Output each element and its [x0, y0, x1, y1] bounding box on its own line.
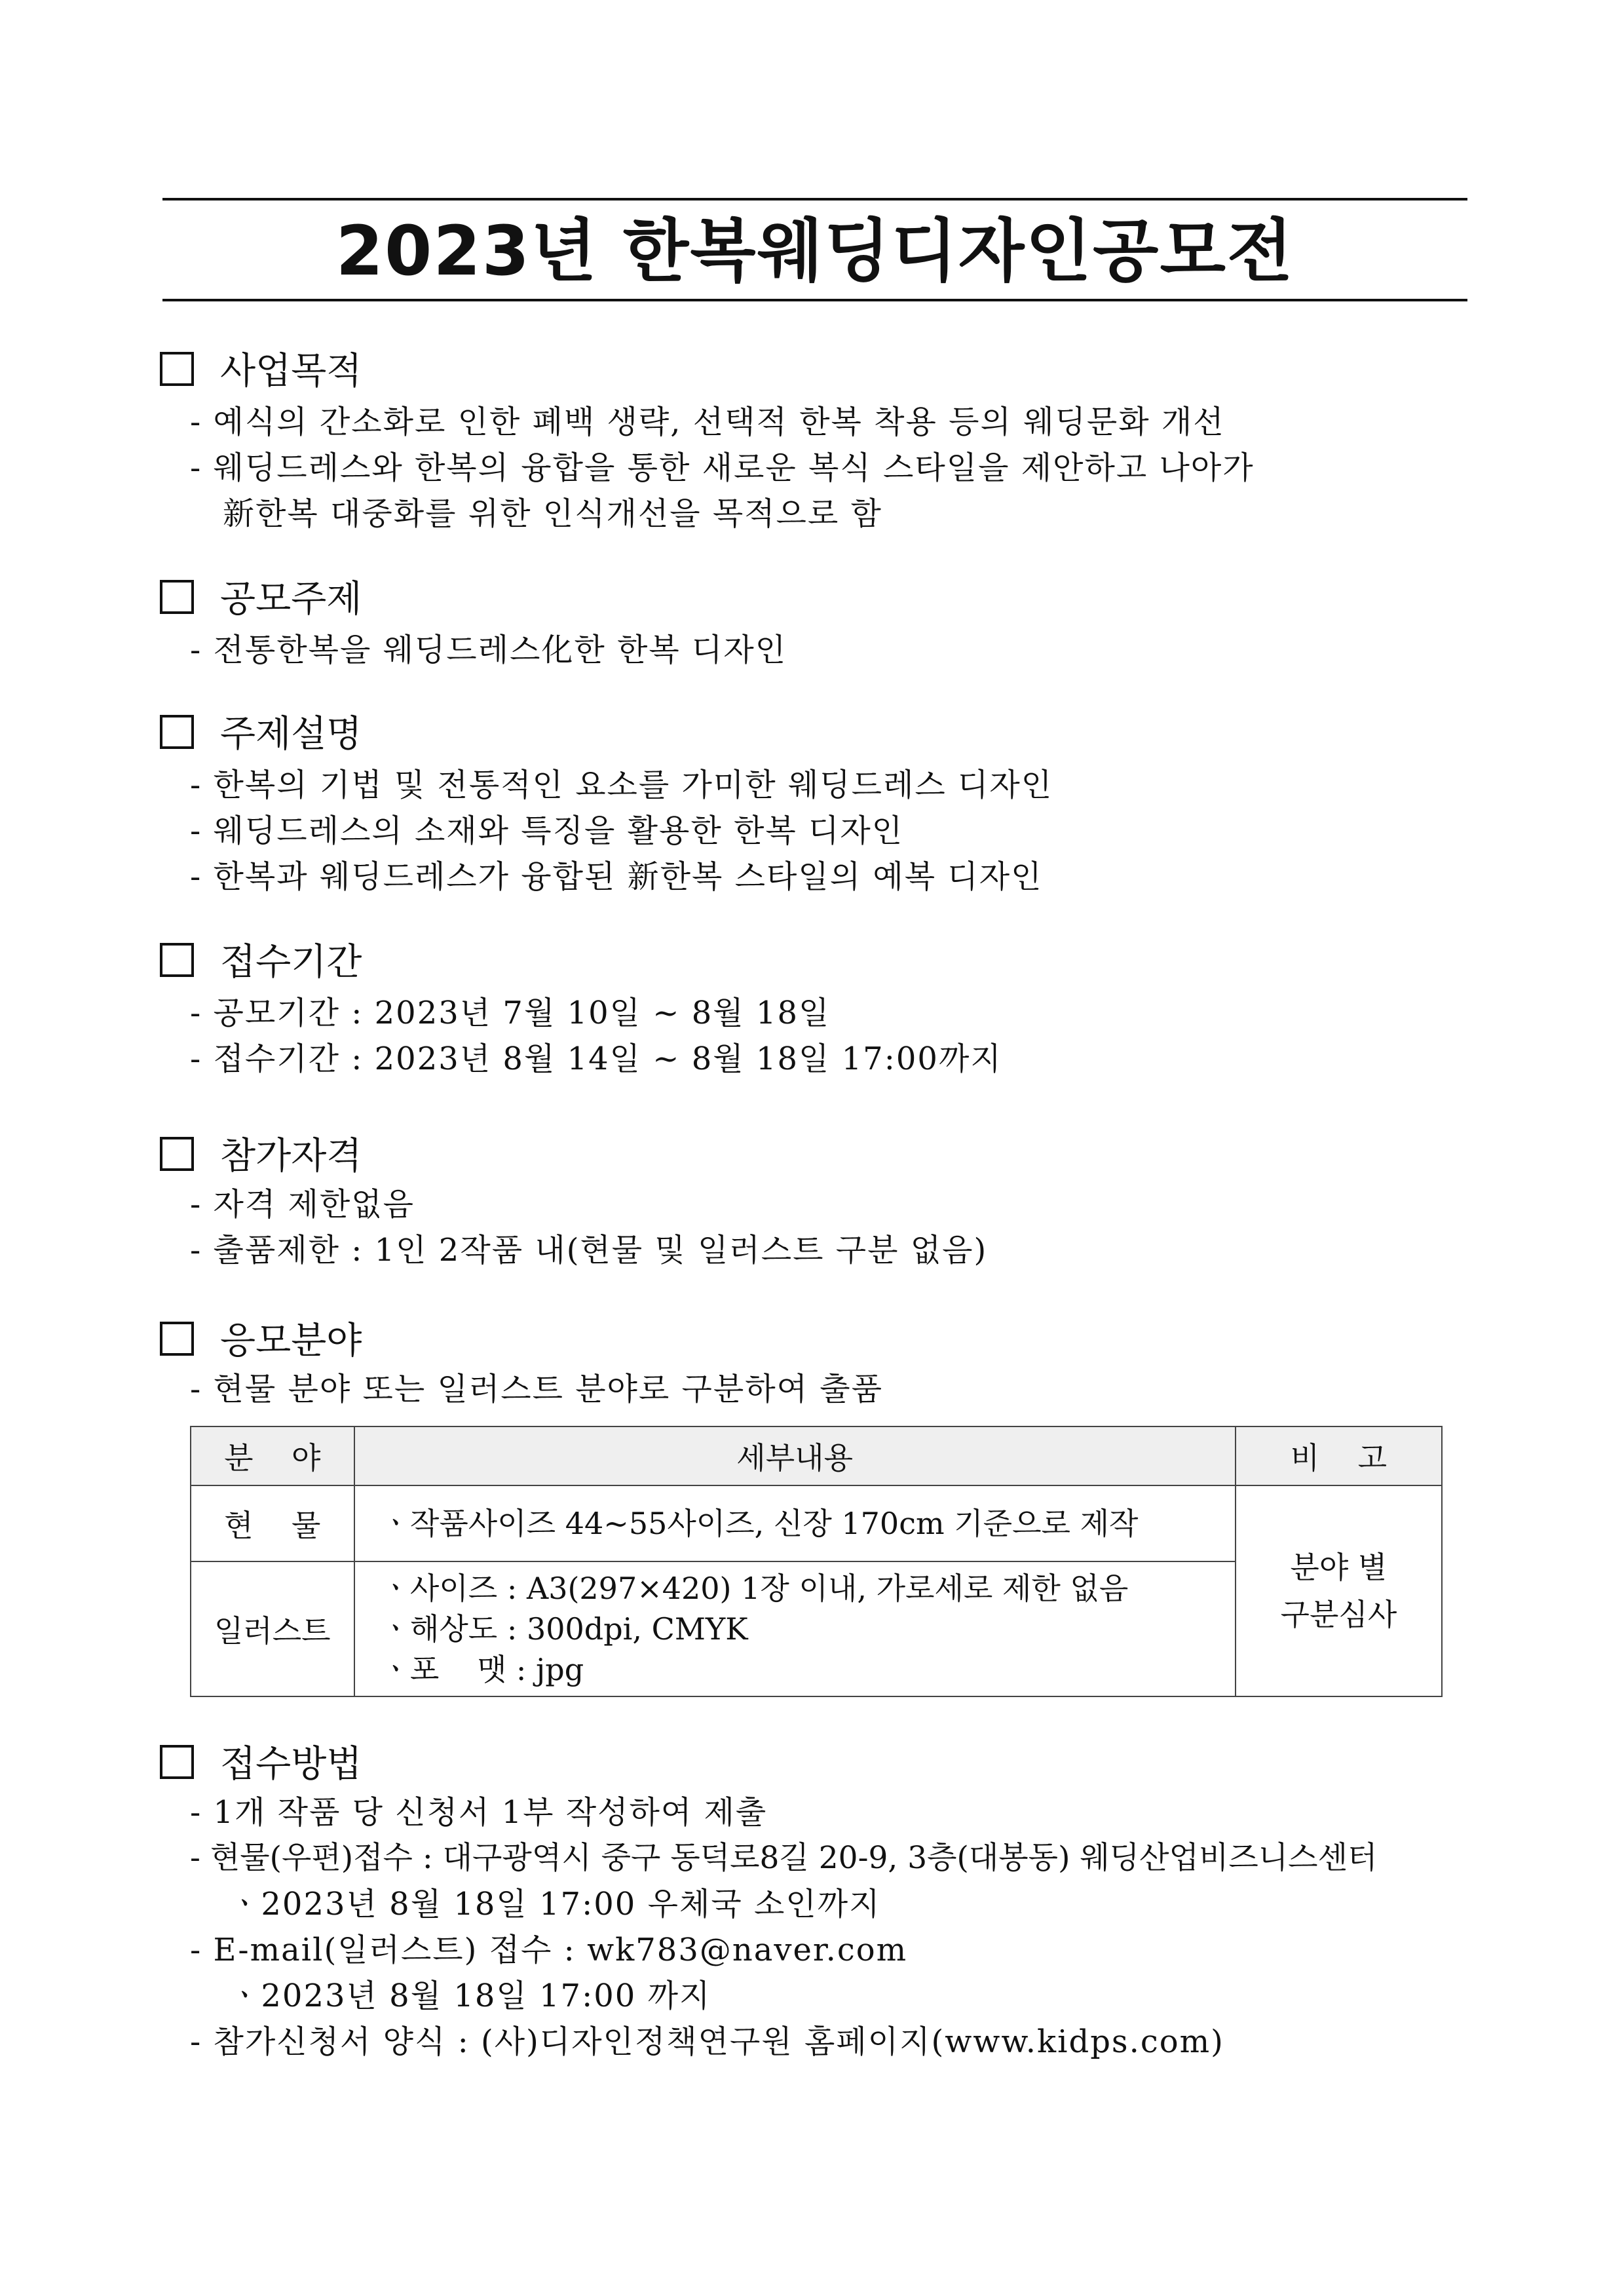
table-cell-field: 현 물	[191, 1485, 354, 1561]
checkbox-square-icon	[160, 943, 194, 977]
eligibility-item: - 자격 제한없음	[190, 1186, 415, 1223]
detail-line: ㆍ포 맷 : jpg	[381, 1652, 584, 1687]
note-line: 구분심사	[1280, 1597, 1397, 1632]
section-heading-purpose: 사업목적	[160, 349, 362, 394]
section-heading-eligibility: 참가자격	[160, 1134, 362, 1179]
table-cell-details	[354, 1485, 1236, 1561]
section-heading-theme: 공모주제	[160, 577, 362, 622]
field-table	[190, 1426, 1443, 1697]
note-line: 분야 별	[1290, 1550, 1388, 1585]
table-header-cell: 비 고	[1236, 1426, 1442, 1485]
detail-line: ㆍ사이즈 : A3(297×420) 1장 이내, 가로세로 제한 없음	[381, 1571, 1129, 1606]
title-bottom-rule	[162, 299, 1467, 301]
table-cell-note	[1236, 1485, 1442, 1696]
detail-line: ㆍ작품사이즈 44~55사이즈, 신장 170cm 기준으로 제작	[381, 1506, 1139, 1541]
detail-line: ㆍ해상도 : 300dpi, CMYK	[381, 1611, 748, 1647]
table-cell-details	[354, 1561, 1236, 1696]
fields-item: - 현물 분야 또는 일러스트 분야로 구분하여 출품	[190, 1371, 884, 1407]
purpose-item: - 웨딩드레스와 한복의 융합을 통한 새로운 복식 스타일을 제안하고 나아가	[190, 450, 1255, 486]
section-heading-fields: 응모분야	[160, 1318, 362, 1364]
table-header-row	[191, 1426, 1442, 1485]
description-item: - 한복과 웨딩드레스가 융합된 新한복 스타일의 예복 디자인	[190, 858, 1043, 895]
method-item: ㆍ2023년 8월 18일 17:00 우체국 소인까지	[229, 1886, 881, 1923]
checkbox-square-icon	[160, 1745, 194, 1779]
description-item: - 한복의 기법 및 전통적인 요소를 가미한 웨딩드레스 디자인	[190, 767, 1053, 803]
description-item: - 웨딩드레스의 소재와 특징을 활용한 한복 디자인	[190, 813, 904, 849]
table-header-cell: 세부내용	[354, 1426, 1236, 1485]
purpose-item: 新한복 대중화를 위한 인식개선을 목적으로 함	[223, 495, 882, 532]
purpose-item: - 예식의 간소화로 인한 폐백 생략, 선택적 한복 착용 등의 웨딩문화 개선	[190, 404, 1225, 440]
checkbox-square-icon	[160, 1322, 194, 1356]
section-heading-description: 주제설명	[160, 712, 362, 757]
table-row	[191, 1485, 1442, 1561]
period-item: - 접수기간 : 2023년 8월 14일 ~ 8월 18일 17:00까지	[190, 1041, 1002, 1077]
page-title: 2023년 한복웨딩디자인공모전	[335, 211, 1294, 291]
section-heading-method: 접수방법	[160, 1742, 362, 1788]
theme-item: - 전통한복을 웨딩드레스化한 한복 디자인	[190, 632, 787, 668]
method-item: - 1개 작품 당 신청서 1부 작성하여 제출	[190, 1794, 768, 1831]
checkbox-square-icon	[160, 580, 194, 614]
method-item: - 현물(우편)접수 : 대구광역시 중구 동덕로8길 20-9, 3층(대봉동) 웨딩산업비즈니스센터	[190, 1840, 1378, 1876]
checkbox-square-icon	[160, 1137, 194, 1171]
method-item: ㆍ2023년 8월 18일 17:00 까지	[229, 1978, 711, 2014]
section-heading-period: 접수기간	[160, 940, 362, 985]
method-item: - 참가신청서 양식 : (사)디자인정책연구원 홈페이지(www.kidps.com)	[190, 2023, 1224, 2060]
period-item: - 공모기간 : 2023년 7월 10일 ~ 8월 18일	[190, 995, 831, 1031]
eligibility-item: - 출품제한 : 1인 2작품 내(현물 및 일러스트 구분 없음)	[190, 1232, 988, 1269]
method-item: - E-mail(일러스트) 접수 : wk783@naver.com	[190, 1932, 908, 1968]
table-cell-field: 일러스트	[191, 1561, 354, 1696]
checkbox-square-icon	[160, 715, 194, 749]
checkbox-square-icon	[160, 352, 194, 386]
table-header-cell: 분 야	[191, 1426, 354, 1485]
title-top-rule	[162, 198, 1467, 201]
